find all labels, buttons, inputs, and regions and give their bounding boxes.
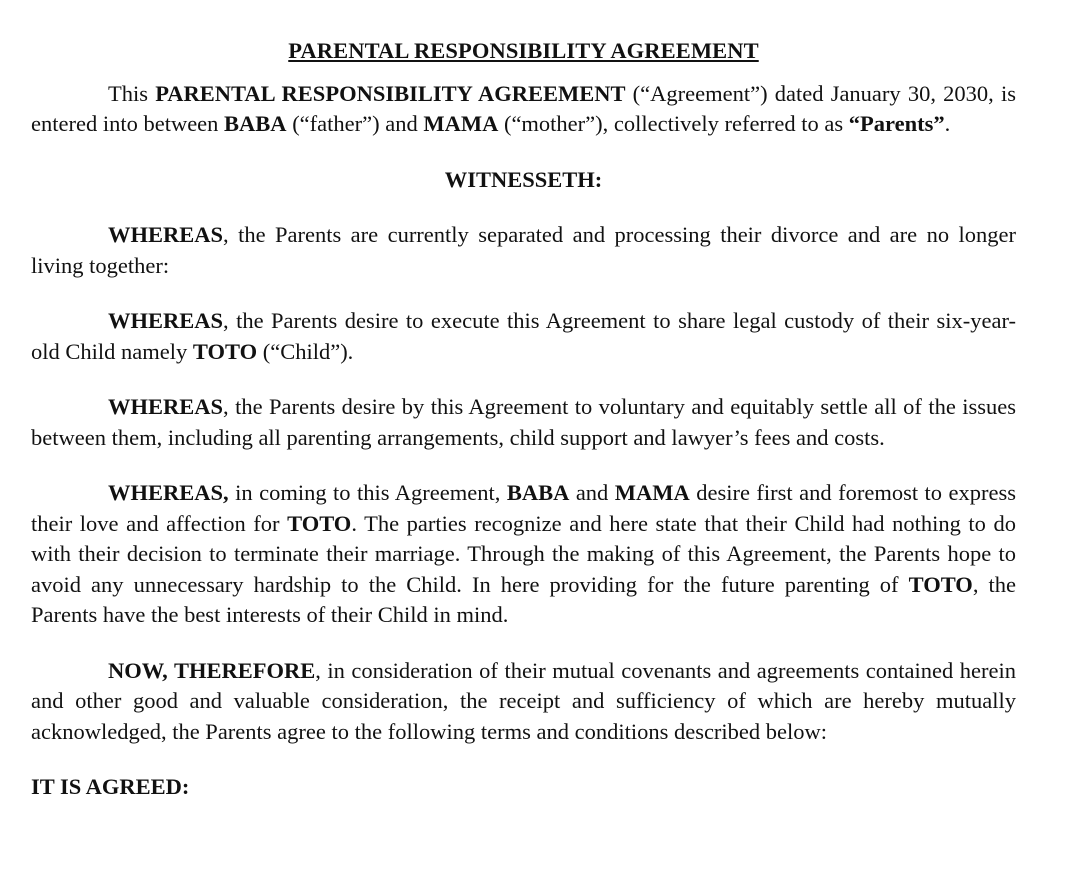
whereas-paragraph-2: WHEREAS, the Parents desire to execute this Agreement to share legal custody of their six-year-old Child namely TOTO (“Child”).	[31, 308, 1016, 364]
witnesseth-heading: WITNESSETH:	[444, 166, 603, 192]
agreement-document	[31, 36, 1016, 803]
parents-term: “Parents”	[848, 111, 945, 136]
intro-paragraph: This PARENTAL RESPONSIBILITY AGREEMENT (“Agreement”) dated January 30, 2030, is entered into between BABA (“father”) and MAMA (“mother”), collectively referred to as “Parents”.	[31, 80, 1016, 136]
document-title: PARENTAL RESPONSIBILITY AGREEMENT	[288, 38, 759, 63]
mother-name: MAMA	[423, 111, 499, 136]
agreement-name: PARENTAL RESPONSIBILITY AGREEMENT	[155, 80, 626, 106]
whereas-paragraph-1: WHEREAS, the Parents are currently separated and processing their divorce and are no longer living together:	[31, 222, 1016, 278]
whereas-paragraph-4: WHEREAS, in coming to this Agreement, BABA and MAMA desire first and foremost to express their love and affection for TOTO. The parties recognize and here state that their Child had nothing to do with their decision to terminate their marriage. Through the making of this Agreement, the Parents hope to avoid any unnecessary hardship to the Child. In here providing for the future parenting of TOTO, the Parents have the best interests of their Child in mind.	[31, 480, 1016, 627]
child-name: TOTO	[192, 338, 258, 364]
now-therefore-paragraph: NOW, THEREFORE, in consideration of their mutual covenants and agreements contained herein and other good and valuable consideration, the receipt and sufficiency of which are hereby mutually acknowledged, the Parents agree to the following terms and conditions described below:	[31, 657, 1016, 744]
it-is-agreed-heading: IT IS AGREED:	[31, 774, 190, 799]
whereas-paragraph-3: WHEREAS, the Parents desire by this Agreement to voluntary and equitably settle all of the issues between them, including all parenting arrangements, child support and lawyer’s fees and costs.	[31, 394, 1016, 450]
father-name: BABA	[224, 111, 287, 136]
